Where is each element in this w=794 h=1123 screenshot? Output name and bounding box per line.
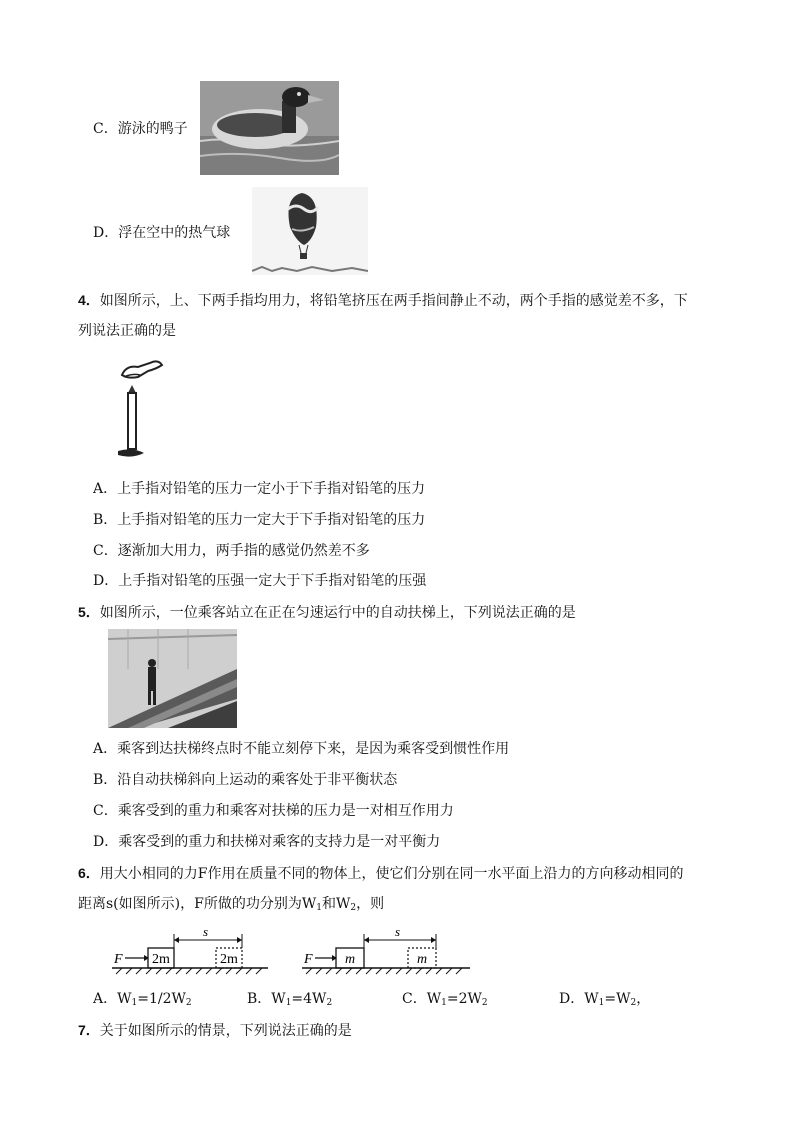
q7-stem-text: 关于如图所示的情景，下列说法正确的是 (99, 1023, 352, 1039)
q6-stem-line2 (78, 893, 384, 913)
force-label: F (304, 952, 313, 967)
distance-label: s (203, 926, 209, 939)
q5-option-d: D．乘客受到的重力和扶梯对乘客的支持力是一对平衡力 (93, 834, 441, 850)
pencil-between-fingers-image (112, 355, 174, 463)
block-mass-label: m (345, 952, 356, 967)
q4-option-c: C．逐渐加大用力，两手指的感觉仍然差不多 (93, 543, 370, 559)
hot-air-balloon-image (252, 187, 368, 275)
q4-option-d: D．上手指对铅笔的压强一定大于下手指对铅笔的压强 (93, 573, 427, 589)
q6-option-d: D．$W_1=W_2$， (559, 991, 651, 1008)
q4-option-a: A．上手指对铅笔的压力一定小于下手指对铅笔的压力 (93, 481, 426, 497)
q6-option-b: B．$W_1=4W_2$ (247, 991, 333, 1008)
q5-option-a: A．乘客到达扶梯终点时不能立刻停下来，是因为乘客受到惯性作用 (93, 741, 510, 757)
q5-stem (78, 602, 576, 622)
q6-stem-sub2: 2 (350, 903, 357, 913)
q6-figure-left (110, 926, 270, 976)
q6-stem-text: 用大小相同的力F作用在质量不同的物体上，使它们分别在同一水平面上沿力的方向移动相同的 (99, 866, 684, 882)
q6-figure-right (300, 926, 472, 976)
q5-option-c: C．乘客受到的重力和乘客对扶梯的压力是一对相互作用力 (93, 803, 454, 819)
escalator-passenger-image (108, 629, 237, 728)
block-mass-label: 2m (152, 952, 170, 967)
q6-number: 6． (78, 865, 100, 881)
q6-stem-part-b: 和W (321, 896, 351, 912)
q5-number: 5． (78, 604, 100, 620)
q7-stem (78, 1020, 352, 1040)
q4-stem-line2: 列说法正确的是 (78, 323, 176, 339)
q4-stem-line1 (78, 290, 688, 310)
q6-stem-part-c: ，则 (356, 896, 385, 912)
q3-option-d: D．浮在空中的热气球 (93, 225, 231, 241)
q6-option-c: C．$W_1=2W_2$ (402, 991, 488, 1008)
q6-stem-part-a: 距离s(如图所示)，F所做的功分别为W (78, 896, 317, 912)
q6-stem-sub1: 1 (316, 903, 322, 913)
q4-number: 4． (78, 292, 100, 308)
q5-stem-text: 如图所示，一位乘客站立在正在匀速运行中的自动扶梯上，下列说法正确的是 (99, 605, 576, 621)
q6-option-a: A．$W_1=1/2W_2$ (93, 991, 192, 1008)
q7-number: 7． (78, 1022, 100, 1038)
q5-option-b: B．沿自动扶梯斜向上运动的乘客处于非平衡状态 (93, 772, 398, 788)
moved-block-mass-label: m (417, 952, 428, 967)
force-label: F (114, 952, 123, 967)
q6-stem-line1 (78, 863, 684, 883)
q4-stem-text: 如图所示，上、下两手指均用力，将铅笔挤压在两手指间静止不动，两个手指的感觉差不多，下 (99, 293, 688, 309)
q4-option-b: B．上手指对铅笔的压力一定大于下手指对铅笔的压力 (93, 512, 426, 528)
moved-block-mass-label: 2m (220, 952, 238, 967)
swimming-duck-image (200, 81, 339, 175)
distance-label: s (395, 926, 401, 939)
q3-option-c: C．游泳的鸭子 (93, 121, 188, 137)
